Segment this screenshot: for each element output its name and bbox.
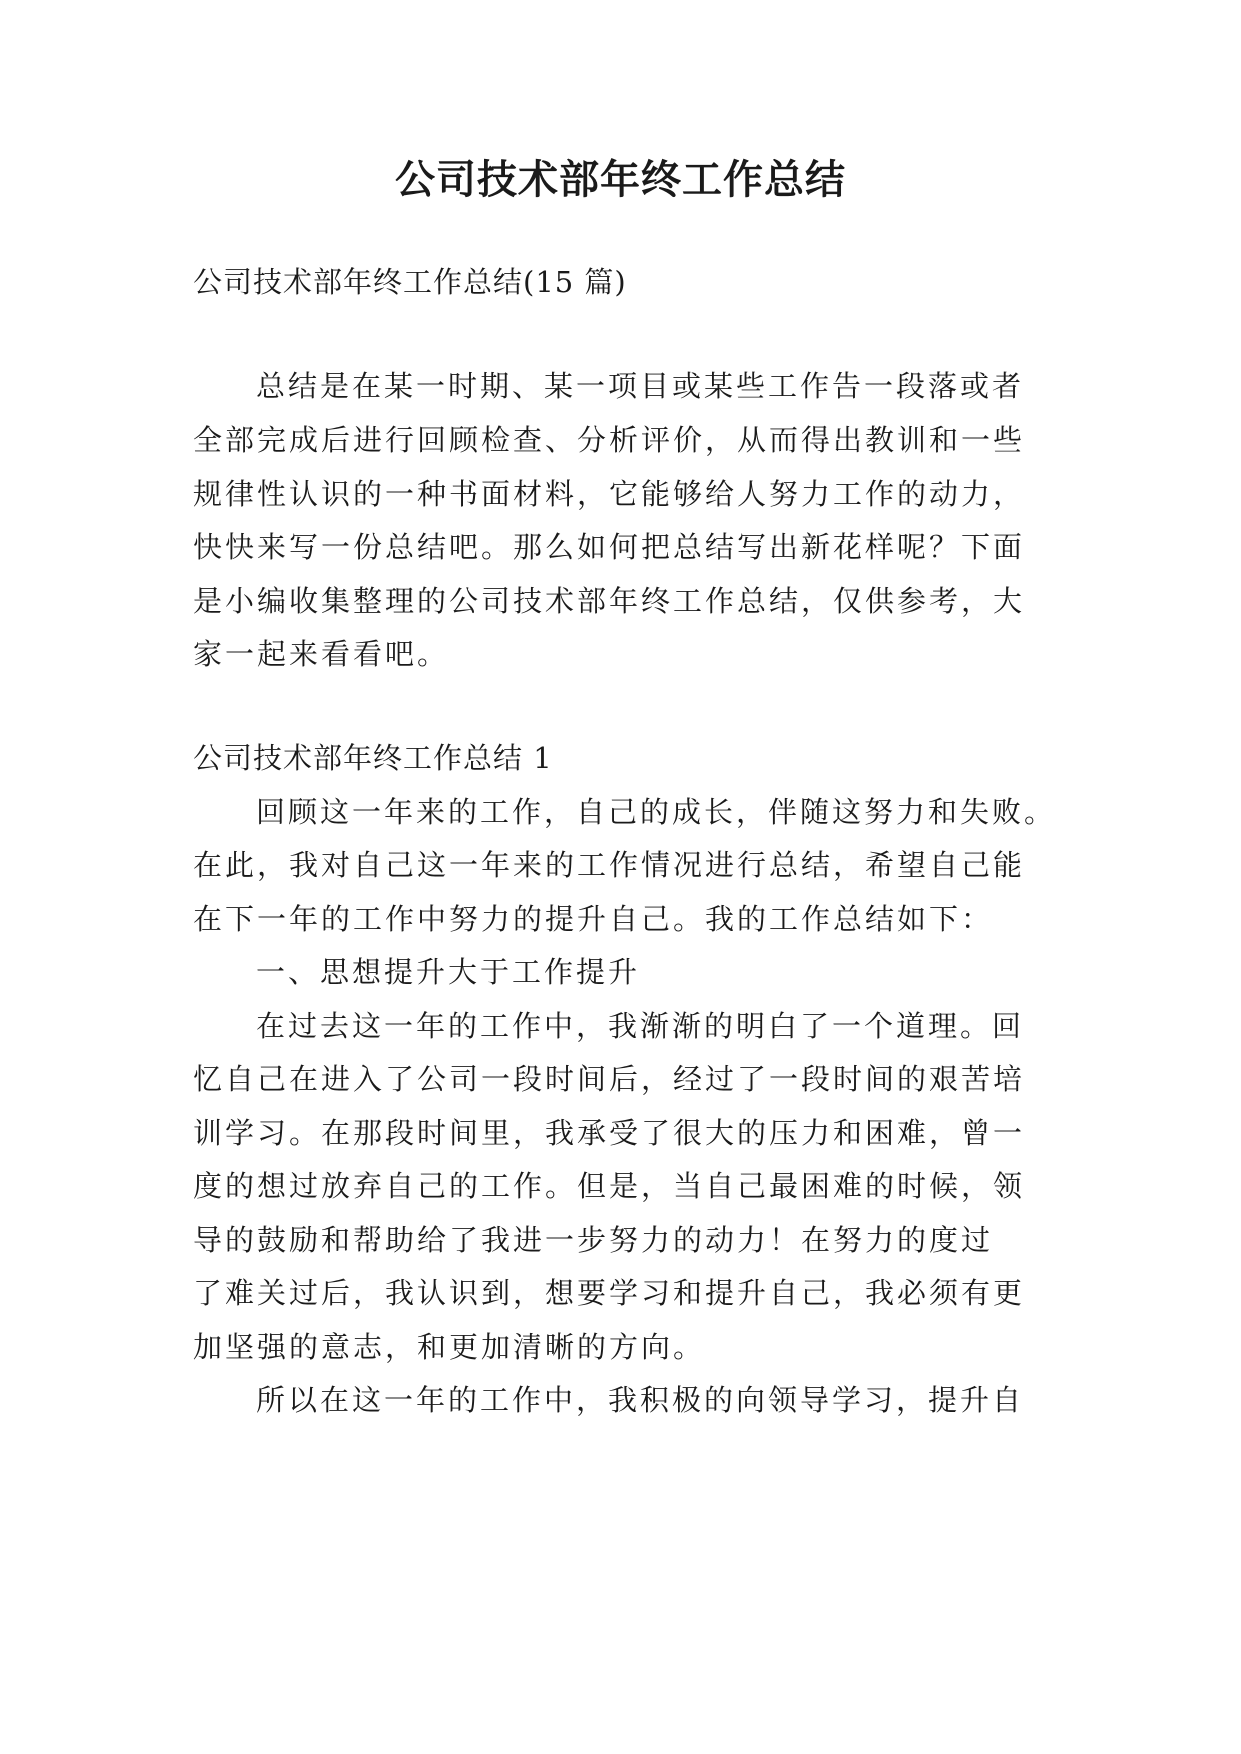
body-line: 所以在这一年的工作中，我积极的向领导学习，提升自 bbox=[256, 1383, 1025, 1417]
body-line: 忆自己在进入了公司一段时间后，经过了一段时间的艰苦培 bbox=[193, 1062, 1026, 1096]
section-heading: 公司技术部年终工作总结 1 bbox=[193, 741, 553, 775]
intro-line: 总结是在某一时期、某一项目或某些工作告一段落或者 bbox=[256, 369, 1025, 403]
subheading-line: 一、思想提升大于工作提升 bbox=[256, 955, 641, 989]
body-line: 在此，我对自己这一年来的工作情况进行总结，希望自己能 bbox=[193, 848, 1026, 882]
intro-line: 家一起来看看吧。 bbox=[193, 637, 450, 671]
body-line: 导的鼓励和帮助给了我进一步努力的动力！在努力的度过 bbox=[193, 1223, 994, 1257]
body-line: 了难关过后，我认识到，想要学习和提升自己，我必须有更 bbox=[193, 1276, 1026, 1310]
intro-line: 全部完成后进行回顾检查、分析评价，从而得出教训和一些 bbox=[193, 423, 1026, 457]
intro-line: 快快来写一份总结吧。那么如何把总结写出新花样呢？下面 bbox=[193, 530, 1026, 564]
intro-line: 规律性认识的一种书面材料，它能够给人努力工作的动力， bbox=[193, 477, 1026, 511]
body-line: 回顾这一年来的工作，自己的成长，伴随这努力和失败。 bbox=[256, 795, 1057, 829]
body-line: 加坚强的意志，和更加清晰的方向。 bbox=[193, 1330, 706, 1364]
body-line: 训学习。在那段时间里，我承受了很大的压力和困难，曾一 bbox=[193, 1116, 1026, 1150]
body-line: 度的想过放弃自己的工作。但是，当自己最困难的时候，领 bbox=[193, 1169, 1026, 1203]
page-title: 公司技术部年终工作总结 bbox=[395, 157, 846, 203]
body-line: 在过去这一年的工作中，我渐渐的明白了一个道理。回 bbox=[256, 1009, 1025, 1043]
intro-line: 是小编收集整理的公司技术部年终工作总结，仅供参考，大 bbox=[193, 584, 1026, 618]
body-line: 在下一年的工作中努力的提升自己。我的工作总结如下： bbox=[193, 902, 994, 936]
document-subtitle: 公司技术部年终工作总结(15 篇) bbox=[193, 265, 627, 299]
